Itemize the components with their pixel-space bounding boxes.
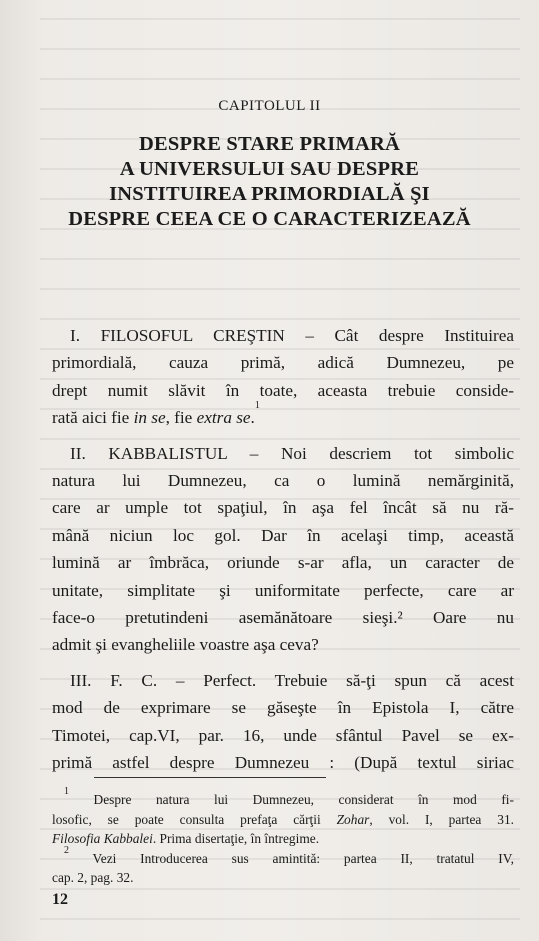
text-line bbox=[52, 844, 514, 869]
paragraph-3 bbox=[52, 667, 514, 777]
text-run: losofic, se poate consulta prefaţa cărţii bbox=[52, 811, 337, 827]
text-run: Despre natura lui Dumnezeu, considerat în mod fi- bbox=[69, 792, 514, 807]
text-line: Timotei, cap.VI, par. 16, unde sfântul Pavel se ex- bbox=[52, 725, 514, 745]
text-line: admit şi evangheliile voastre aşa ceva? bbox=[52, 635, 319, 655]
footnote-ref: 1 bbox=[254, 400, 260, 412]
text-line: face-o pretutindeni asemănătoare sieşi.² Oare nu bbox=[52, 608, 514, 628]
footnote-marker: 2 bbox=[64, 844, 69, 856]
text-line: I. FILOSOFUL CREŞTIN – Cât despre Instituirea bbox=[70, 326, 514, 345]
text-line: mână niciun loc gol. Dar în acelaşi timp, această bbox=[52, 525, 514, 545]
body-text bbox=[52, 322, 514, 785]
footnote-1 bbox=[52, 786, 514, 849]
text-line: cap. 2, pag. 32. bbox=[52, 870, 134, 886]
text-run: , fie bbox=[165, 408, 197, 428]
text-line: III. F. C. – Perfect. Trebuie să-ţi spun că acest bbox=[70, 670, 514, 690]
italic-term: in se bbox=[133, 408, 166, 428]
chapter-title-line: INSTITUIREA PRIMORDIALĂ ŞI bbox=[109, 183, 430, 205]
chapter-label: CAPITOLUL II bbox=[218, 98, 321, 114]
italic-term: extra se bbox=[196, 408, 251, 428]
chapter-title-line: DESPRE STARE PRIMARĂ bbox=[138, 133, 401, 155]
text-run: , vol. I, partea 31. bbox=[369, 811, 514, 827]
text-line: primordială, cauza primă, adică Dumnezeu, pe bbox=[52, 353, 514, 373]
footnotes bbox=[52, 786, 514, 888]
text-line: lumină ar îmbrăca, oriunde s-ar afla, un caracter de bbox=[52, 553, 514, 573]
paragraph-2 bbox=[52, 440, 514, 659]
chapter-title-line: DESPRE CEEA CE O CARACTERIZEAZĂ bbox=[68, 208, 471, 230]
footnote-marker: 1 bbox=[64, 786, 69, 797]
chapter-title-line: A UNIVERSULUI SAU DESPRE bbox=[119, 158, 420, 180]
text-run: rată aici fie bbox=[52, 408, 134, 428]
text-line bbox=[52, 400, 514, 431]
text-line bbox=[52, 786, 514, 810]
text-run: . bbox=[250, 408, 255, 428]
chapter-title bbox=[30, 132, 509, 232]
text-line: unitate, simplitate şi uniformitate perfecte, care ar bbox=[52, 580, 514, 600]
text-line: II. KABBALISTUL – Noi descriem tot simbolic bbox=[70, 443, 514, 463]
text-line bbox=[52, 829, 514, 849]
page-number: 12 bbox=[52, 891, 68, 908]
footnote-2 bbox=[52, 844, 514, 888]
footnote-divider bbox=[94, 777, 326, 778]
text-line: primă astfel despre Dumnezeu : (După textul siriac bbox=[52, 753, 514, 773]
text-line: mod de exprimare se găseşte în Epistola I, către bbox=[52, 698, 514, 718]
italic-term: Zohar bbox=[336, 811, 370, 827]
text-run: Vezi Introducerea sus amintită: partea II, tratatul IV, bbox=[69, 850, 514, 866]
text-line: natura lui Dumnezeu, ca o lumină nemărginită, bbox=[52, 471, 514, 491]
text-line bbox=[52, 810, 514, 830]
italic-term: Filosofia Kabbalei bbox=[52, 831, 153, 847]
text-run: . Prima disertaţie, în întregime. bbox=[152, 831, 320, 847]
text-line: drept numit slăvit în toate, aceasta trebuie conside- bbox=[52, 380, 514, 400]
paragraph-1 bbox=[52, 322, 514, 432]
text-line: care ar umple tot spaţiul, în aşa fel încât să nu ră- bbox=[52, 498, 514, 518]
